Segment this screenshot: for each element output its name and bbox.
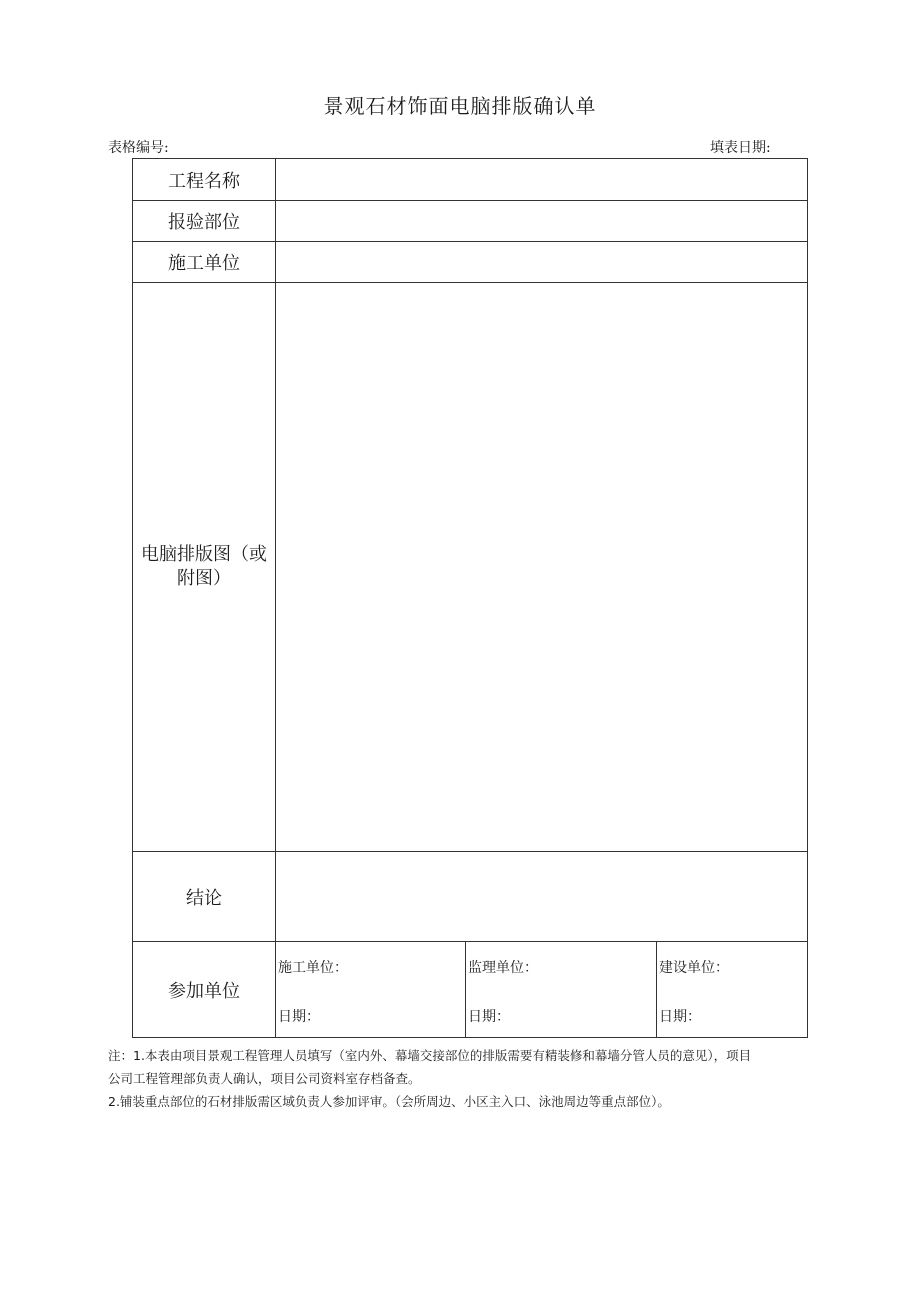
conclusion-value[interactable]: [276, 852, 808, 942]
project-name-value[interactable]: [276, 159, 808, 201]
conclusion-label: 结论: [133, 852, 276, 942]
note-line-3: 2.铺装重点部位的石材排版需区域负责人参加评审。（会所周边、小区主入口、泳池周边等重点部位）。: [108, 1094, 670, 1109]
fill-date-label: 填表日期:: [710, 140, 771, 156]
layout-drawing-label-line1: 电脑排版图（或: [141, 544, 267, 565]
owner-party-name-label: 建设单位：: [659, 960, 729, 976]
form-notes: [108, 1044, 838, 1113]
supervision-party-cell[interactable]: [466, 942, 657, 1038]
layout-drawing-label-line2: 附图）: [177, 568, 231, 589]
inspection-part-value[interactable]: [276, 201, 808, 242]
note-line-1: 注：1.本表由项目景观工程管理人员填写（室内外、幕墙交接部位的排版需要有精装修和幕墙分管人员的意见），项目: [108, 1048, 752, 1063]
row-layout-drawing: [133, 283, 808, 852]
row-construction-unit: [133, 242, 808, 283]
row-project-name: [133, 159, 808, 201]
row-participants: [133, 942, 808, 1038]
layout-drawing-area[interactable]: [276, 283, 808, 852]
supervision-party-date-label: 日期：: [468, 1009, 510, 1025]
construction-unit-label: 施工单位: [133, 242, 276, 283]
inspection-part-label: 报验部位: [133, 201, 276, 242]
layout-drawing-label: [133, 283, 276, 852]
row-inspection-part: [133, 201, 808, 242]
project-name-label: 工程名称: [133, 159, 276, 201]
supervision-party-name-label: 监理单位：: [468, 960, 538, 976]
note-line-2: 公司工程管理部负责人确认，项目公司资料室存档备查。: [108, 1071, 421, 1086]
construction-unit-value[interactable]: [276, 242, 808, 283]
row-conclusion: [133, 852, 808, 942]
construction-party-name-label: 施工单位：: [278, 960, 348, 976]
form-title: 景观石材饰面电脑排版确认单: [323, 94, 597, 118]
confirmation-form-table: [132, 158, 808, 1038]
construction-party-date-label: 日期：: [278, 1009, 320, 1025]
owner-party-date-label: 日期：: [659, 1009, 701, 1025]
participants-label: 参加单位: [133, 942, 276, 1038]
owner-party-cell[interactable]: [657, 942, 808, 1038]
form-number-label: 表格编号:: [108, 140, 169, 156]
construction-party-cell[interactable]: [276, 942, 466, 1038]
